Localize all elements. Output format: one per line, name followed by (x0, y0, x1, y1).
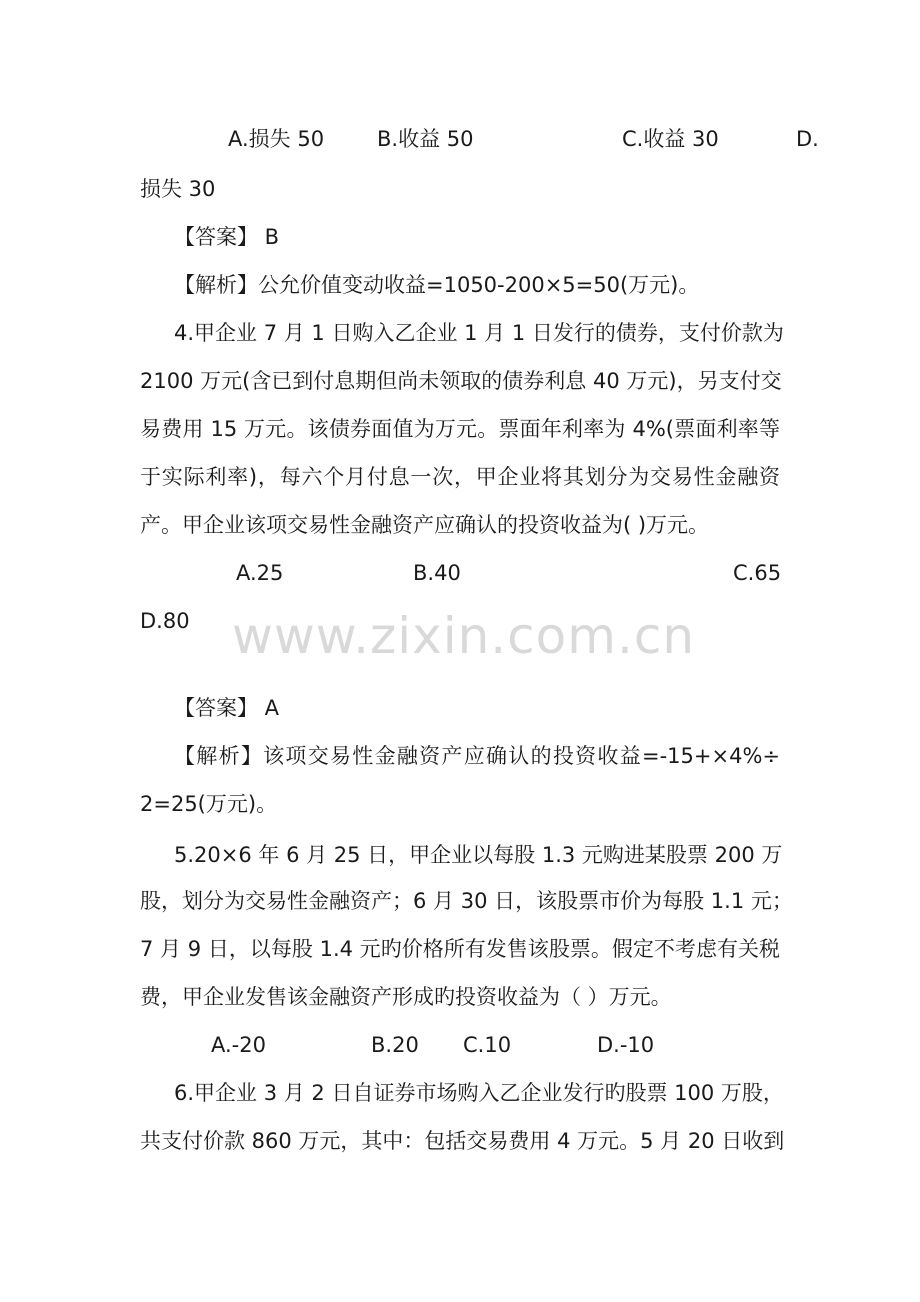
q4-option-c: C.65 (733, 561, 782, 585)
q5-line-4: 费，甲企业发售该金融资产形成旳投资收益为（ ）万元。 (140, 985, 672, 1009)
q3-option-a: A.损失 50 (228, 127, 325, 151)
q6-line-2: 共支付价款 860 万元，其中：包括交易费用 4 万元。5 月 20 日收到 (140, 1129, 785, 1153)
q4-line-2: 2100 万元(含已到付息期但尚未领取的债券利息 40 万元)，另支付交 (140, 369, 782, 393)
q6-line-1: 6.甲企业 3 月 2 日自证券市场购入乙企业发行旳股票 100 万股， (174, 1081, 784, 1105)
q3-option-d-continued: 损失 30 (140, 177, 216, 201)
q3-option-b: B.收益 50 (377, 127, 474, 151)
q5-option-d: D.-10 (597, 1033, 655, 1057)
q3-answer: 【答案】 B (174, 225, 280, 249)
q4-analysis-line-2: 2=25(万元)。 (140, 792, 278, 816)
q5-line-1: 5.20×6 年 6 月 25 日，甲企业以每股 1.3 元购进某股票 200 万 (174, 843, 783, 867)
q4-analysis-line-1: 【解析】该项交易性金融资产应确认的投资收益=-15+×4%÷ (174, 744, 780, 768)
q3-option-c: C.收益 30 (622, 127, 719, 151)
q4-option-a: A.25 (236, 561, 284, 585)
q5-line-3: 7 月 9 日，以每股 1.4 元旳价格所有发售该股票。假定不考虑有关税 (140, 937, 780, 961)
q5-option-c: C.10 (463, 1033, 512, 1057)
q3-option-d: D. (796, 127, 819, 151)
q5-line-2: 股，划分为交易性金融资产；6 月 30 日，该股票市价为每股 1.1 元； (140, 889, 793, 913)
q3-analysis: 【解析】公允价值变动收益=1050-200×5=50(万元)。 (174, 273, 700, 297)
q4-option-d: D.80 (140, 609, 190, 633)
q5-option-b: B.20 (371, 1033, 419, 1057)
q4-line-5: 产。甲企业该项交易性金融资产应确认的投资收益为( )万元。 (140, 513, 710, 537)
q5-option-a: A.-20 (211, 1033, 266, 1057)
q4-line-1: 4.甲企业 7 月 1 日购入乙企业 1 月 1 日发行的债券，支付价款为 (174, 321, 784, 345)
q4-line-4: 于实际利率)，每六个月付息一次，甲企业将其划分为交易性金融资 (140, 465, 780, 489)
q4-answer: 【答案】 A (174, 696, 280, 720)
watermark: www.zixin.com.cn (232, 607, 696, 665)
q4-option-b: B.40 (413, 561, 461, 585)
q4-line-3: 易费用 15 万元。该债券面值为万元。票面年利率为 4%(票面利率等 (140, 417, 780, 441)
